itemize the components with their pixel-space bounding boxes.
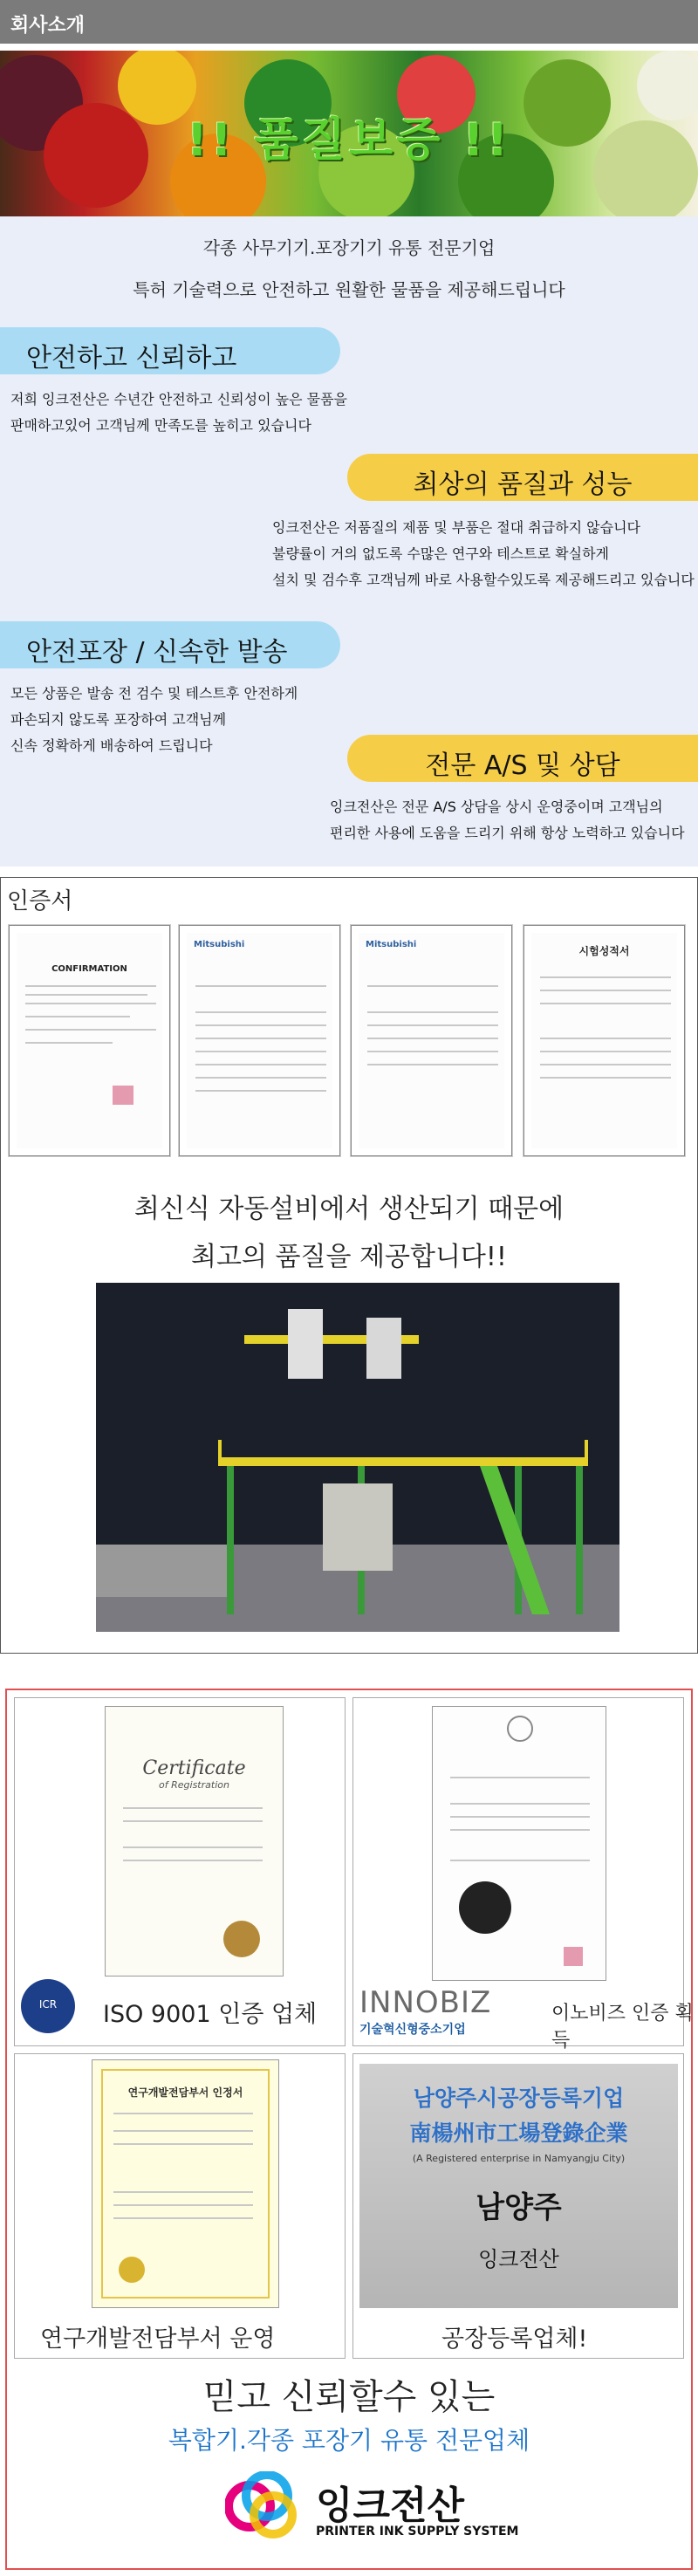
section-title-as: 전문 A/S 및 상담	[347, 735, 698, 782]
page-header	[0, 0, 698, 44]
section-title-packaging: 안전포장 / 신속한 발송	[0, 621, 340, 668]
innobiz-label: 이노비즈 인증 획득	[551, 2003, 694, 2052]
footer-line-1: 믿고 신뢰할수 있는	[202, 2377, 496, 2417]
innobiz-logo: INNOBIZ	[359, 1985, 492, 2020]
icr-logo-icon: ICR	[21, 1979, 75, 2033]
iso-certificate-image[interactable]: Certificate of Registration	[105, 1706, 284, 1977]
rnd-label: 연구개발전담부서 운영	[40, 2326, 276, 2353]
certificate-doc-3[interactable]: Mitsubishi	[351, 925, 512, 1156]
factory-reg-sign: 남양주시공장등록기업 南楊州市工場登錄企業 (A Registered enterprise in Namyangju City) 남양주 잉크전산	[359, 2064, 678, 2308]
factory-photo	[96, 1283, 619, 1632]
section-title-safe: 안전하고 신뢰하고	[0, 327, 340, 374]
section-title-quality: 최상의 품질과 성능	[347, 454, 698, 501]
header-title: 회사소개	[10, 15, 86, 37]
brand-name: 잉크전산	[316, 2484, 465, 2528]
hero-title: !! 품질보증 !!	[187, 114, 511, 167]
factory-reg-label: 공장등록업체!	[441, 2326, 588, 2353]
innobiz-logo-sub: 기술혁신형중소기업	[359, 2023, 466, 2037]
brand-logo-icon	[225, 2471, 308, 2541]
certificate-doc-4[interactable]: 시험성적서	[524, 925, 685, 1156]
certificates-title: 인증서	[7, 888, 73, 915]
intro-line-1: 각종 사무기기.포장기기 유통 전문기업	[202, 237, 496, 258]
section-text-as: 잉크전산은 전문 A/S 상담을 상시 운영중이며 고객님의 편리한 사용에 도움을 드리기 위해 항상 노력하고 있습니다	[330, 798, 685, 841]
section-text-packaging: 모든 상품은 발송 전 검수 및 테스트후 안전하게 파손되지 않도록 포장하여 고객님께 신속 정확하게 배송하여 드립니다	[10, 685, 298, 754]
rnd-certificate-image[interactable]: 연구개발전담부서 인정서	[92, 2059, 279, 2308]
iso-label: ISO 9001 인증 업체	[103, 2001, 318, 2028]
certificate-doc-2[interactable]: Mitsubishi	[179, 925, 340, 1156]
footer-line-2: 복합기.각종 포장기 유통 전문업체	[168, 2426, 530, 2455]
namyangju-logo: 남양주	[476, 2190, 562, 2225]
hero-banner	[0, 51, 698, 216]
certificate-doc-1[interactable]: CONFIRMATION	[9, 925, 170, 1156]
claim-line-2: 최고의 품질을 제공합니다!!	[191, 1242, 507, 1272]
section-text-safe: 저희 잉크전산은 수년간 안전하고 신뢰성이 높은 물품을 판매하고있어 고객님께 만족도를 높히고 있습니다	[10, 391, 348, 434]
section-text-quality: 잉크전산은 저품질의 제품 및 부품은 절대 취급하지 않습니다 불량률이 거의 없도록 수많은 연구와 테스트로 확실하게 설치 및 검수후 고객님께 바로 사용할수있도록 제공해드리고 있습니다	[272, 519, 695, 588]
innobiz-certificate-image[interactable]	[432, 1706, 606, 1981]
intro-line-2: 특허 기술력으로 안전하고 원활한 물품을 제공해드립니다	[133, 279, 565, 300]
claim-line-1: 최신식 자동설비에서 생산되기 때문에	[133, 1194, 565, 1224]
brand-sub: PRINTER INK SUPPLY SYSTEM	[316, 2525, 519, 2538]
